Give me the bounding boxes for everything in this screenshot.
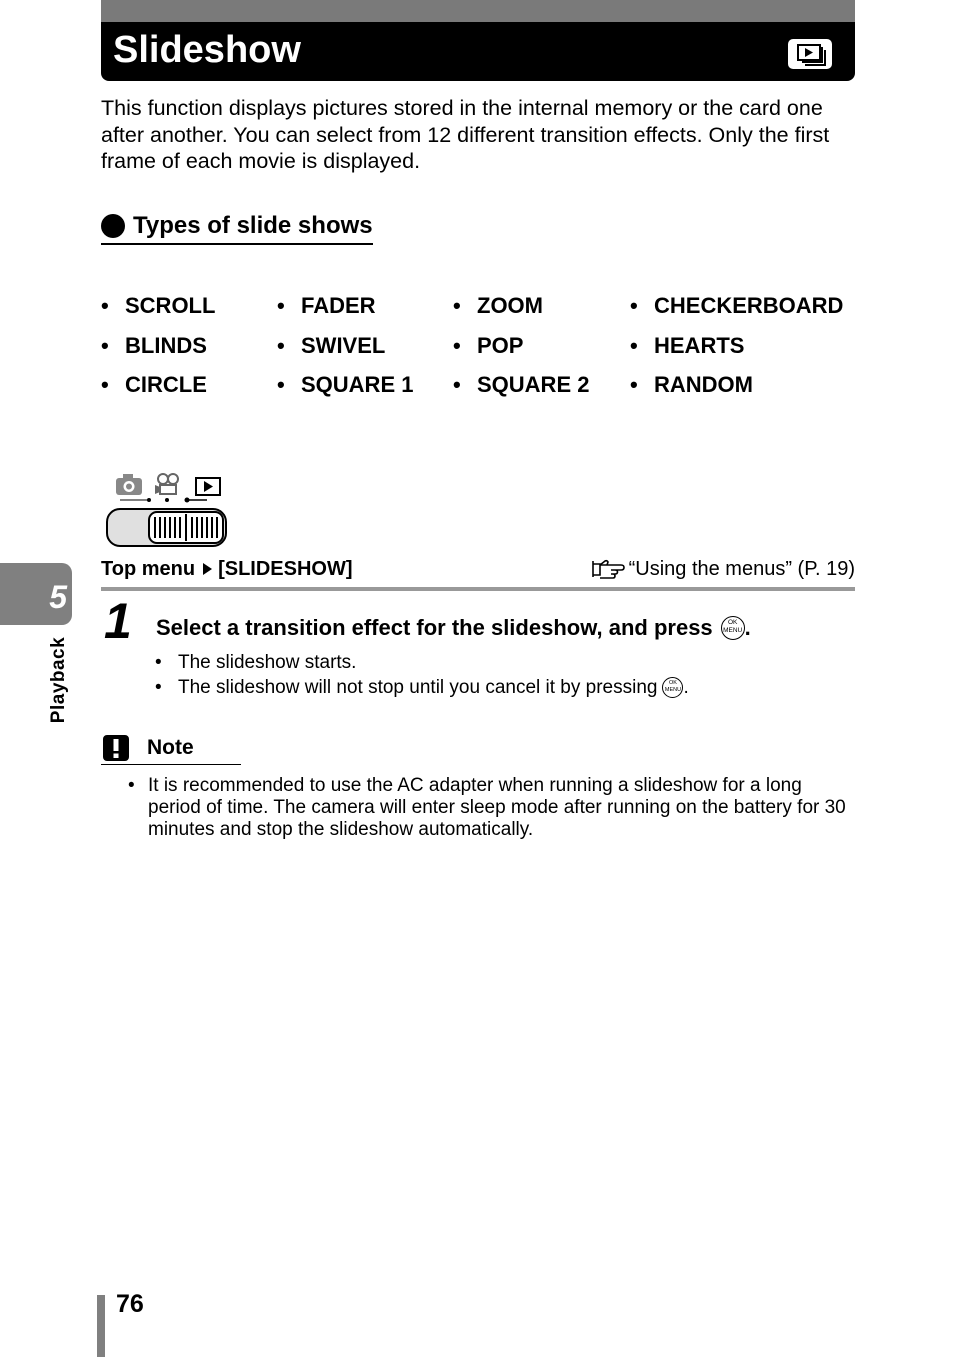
ok-menu-button-icon: OK MENU [721, 616, 745, 640]
exclamation-icon [101, 734, 131, 762]
note-heading [101, 732, 241, 765]
note-body: It is recommended to use the AC adapter when running a slideshow for a long period of time. The camera will enter sleep mode after running on the battery for 30 minutes and stop the slideshow automatically. [148, 775, 846, 840]
chapter-number: 5 [49, 579, 67, 615]
list-item: • CHECKERBOARD [630, 293, 844, 318]
chapter-tab [0, 563, 72, 625]
section-divider [101, 587, 855, 591]
list-item: • The slideshow starts. [155, 652, 357, 673]
mode-dial-illustration [105, 470, 235, 552]
list-item: • BLINDS [101, 333, 207, 358]
list-item: • FADER [277, 293, 376, 318]
intro-paragraph: This function displays pictures stored in the internal memory or the card one after another. You can select from 12 different transition effects. Only the first frame of each movie is displayed. [101, 96, 830, 173]
step-instruction-text: Select a transition effect for the slideshow, and press [156, 615, 713, 640]
bullet-circle-icon [101, 214, 125, 238]
section-heading-text: Types of slide shows [133, 212, 373, 239]
list-item: • SQUARE 1 [277, 372, 414, 397]
list-item: • SCROLL [101, 293, 216, 318]
list-item: • POP [453, 333, 524, 358]
menu-path [101, 555, 855, 585]
list-item: • RANDOM [630, 372, 753, 397]
menu-path-item: [SLIDESHOW] [218, 558, 353, 580]
menu-path-left [101, 555, 353, 583]
step-instruction: Select a transition effect for the slideshow, and press OK MENU . [156, 612, 751, 644]
list-item: • HEARTS [630, 333, 745, 358]
chapter-label: Playback [48, 636, 69, 724]
section-heading [101, 210, 373, 245]
title-bar [101, 0, 855, 81]
list-item: • CIRCLE [101, 372, 207, 397]
movie-icon [155, 474, 178, 494]
menu-path-top-menu: Top menu [101, 558, 196, 580]
note-text: • It is recommended to use the AC adapter when running a slideshow for a long period of time. The camera will enter sleep mode after running on the battery for 30 minutes and stop the slideshow automatically. [128, 775, 858, 841]
step-bullets [155, 650, 689, 700]
pointing-hand-icon [591, 558, 627, 580]
ok-menu-button-icon: OK MENU [662, 677, 683, 698]
menu-reference [591, 555, 855, 583]
playback-icon [196, 478, 220, 495]
list-item: • SQUARE 2 [453, 372, 590, 397]
triangle-right-icon [203, 563, 212, 575]
list-item: • ZOOM [453, 293, 543, 318]
page-number: 76 [116, 1290, 144, 1318]
slideshow-icon [787, 38, 833, 70]
step-number: 1 [104, 593, 132, 649]
list-item: • The slideshow will not stop until you cancel it by pressing OK MENU . [155, 677, 689, 698]
page-number-bar [97, 1295, 105, 1357]
title-strip [101, 0, 855, 22]
list-item: • SWIVEL [277, 333, 386, 358]
page-title: Slideshow [113, 29, 301, 71]
note-label: Note [147, 736, 194, 759]
menu-reference-text: “Using the menus” (P. 19) [628, 558, 855, 580]
camera-icon [116, 474, 142, 495]
